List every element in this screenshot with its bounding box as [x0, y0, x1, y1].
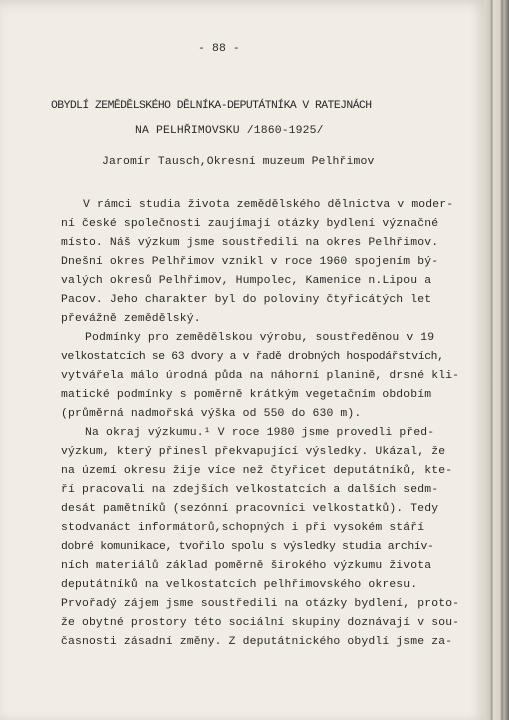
paragraph-2-line-4: matické podmínky s poměrně krátkým vegetačním obdobím — [61, 389, 432, 401]
paragraph-3-line-5: desát pamětníků (sezónní pracovníci velkostatků). Tedy — [61, 503, 439, 515]
paragraph-3-line-4: ří pracovali na zdejších velkostatcích a dalších sedm- — [61, 484, 439, 496]
paragraph-1-line-4: Dnešní okres Pelhřimov vznikl v roce 1960 spojením bý- — [61, 256, 439, 268]
paragraph-1-line-6: Pacov. Jeho charakter byl do poloviny čtyřicátých let — [61, 294, 432, 306]
paragraph-2-line-3: vytvářela málo úrodná půda na náhorní planině, drsné kli- — [61, 370, 460, 382]
title-line-1: OBYDLÍ ZEMĚDĚLSKÉHO DĚLNÍKA-DEPUTÁTNÍKA V RATEJNÁCH — [51, 100, 372, 112]
paragraph-3-line-7: dobré komunikace, tvořilo spolu s výsledky studia archív- — [61, 541, 434, 553]
paragraph-1-line-5: valých okresů Pelhřimov, Humpolec, Kamenice n.Lipou a — [61, 275, 432, 287]
paragraph-3-line-12: časnosti zásadní změny. Z deputátnického obydlí jsme za- — [61, 636, 453, 648]
paragraph-1-line-1: V rámci studia života zemědělského dělnictva v moder- — [83, 199, 454, 211]
paragraph-3-line-9: deputátníků na velkostatcích pelhřimovského okresu. — [61, 579, 418, 591]
page-stack-edge — [484, 0, 509, 720]
paragraph-1-line-7: převážně zemědělský. — [61, 313, 201, 325]
page-number: - 88 - — [198, 43, 240, 55]
paragraph-3-line-3: na území okresu žije více než čtyřicet deputátníků, kte- — [61, 465, 453, 477]
paragraph-3-line-6: stodvanáct informátorů,schopných i při vysokém stáří — [61, 522, 425, 534]
paragraph-3-line-1: Na okraj výzkumu.¹ V roce 1980 jsme provedli před- — [85, 427, 435, 439]
paragraph-1-line-3: místo. Náš výzkum jsme soustředili na okres Pelhřimov. — [61, 237, 439, 249]
paragraph-3-line-11: že obytné prostory této sociální skupiny doznávají v sou- — [61, 617, 460, 629]
paragraph-3-line-10: Prvořadý zájem jsme soustředili na otázky bydlení, proto- — [61, 598, 460, 610]
author-line: Jaromír Tausch,Okresní muzeum Pelhřimov — [102, 156, 375, 168]
paragraph-1-line-2: ní české společnosti zaujímají otázky bydlení význačné — [61, 218, 439, 230]
paragraph-2-line-2: velkostatcích se 63 dvory a v řadě drobných hospodářstvích, — [61, 351, 444, 363]
paragraph-2-line-5: (průměrná nadmořská výška od 550 do 630 m). — [61, 408, 362, 420]
paragraph-3-line-8: ních materiálů základ poměrně širokého výzkumu života — [61, 560, 432, 572]
title-line-2: NA PELHŘIMOVSKU /1860-1925/ — [135, 125, 324, 137]
paragraph-3-line-2: výzkum, který přinesl překvapující výsledky. Ukázal, že — [61, 446, 446, 458]
paragraph-2-line-1: Podmínky pro zemědělskou výrobu, soustředěnou v 19 — [85, 332, 435, 344]
